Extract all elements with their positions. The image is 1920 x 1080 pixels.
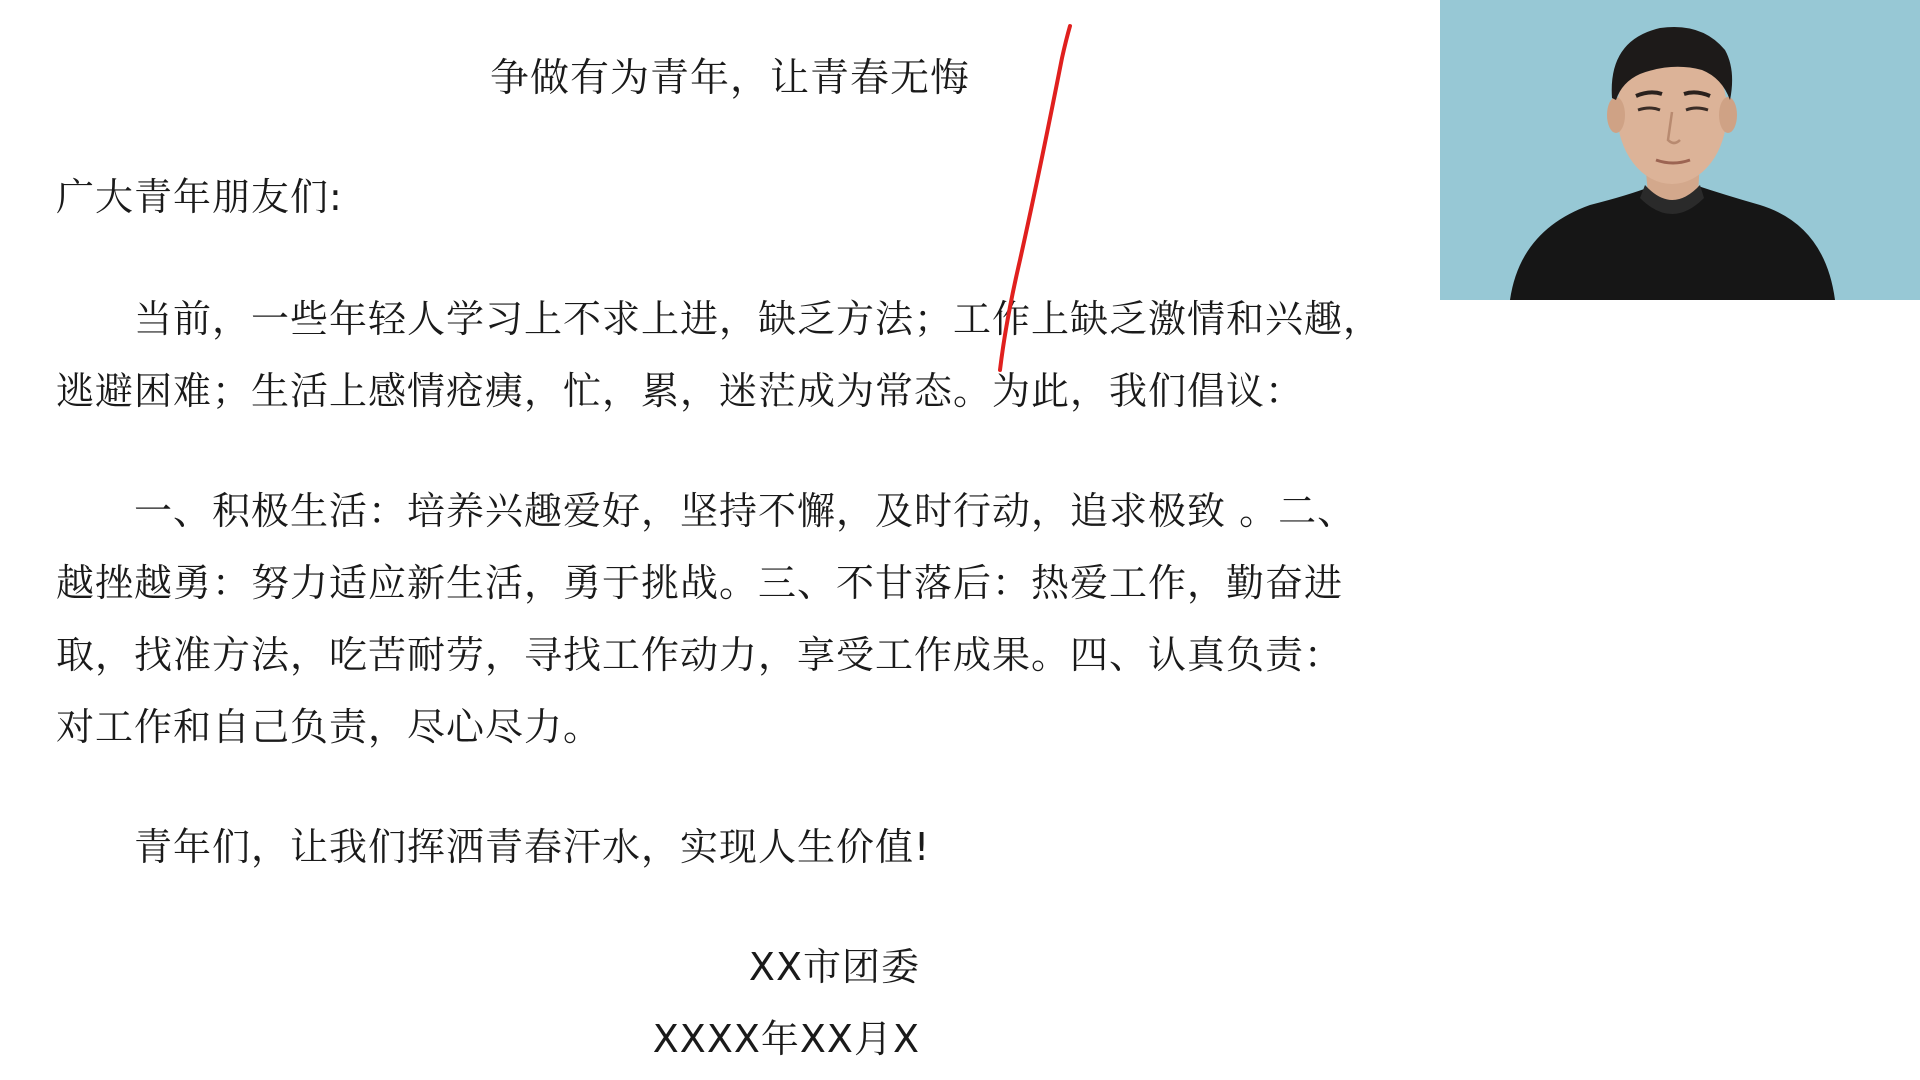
signature: XX市团委 (748, 945, 920, 989)
greeting: 广大青年朋友们: (56, 175, 343, 219)
closing-line: 青年们，让我们挥洒青春汗水，实现人生价值! (134, 825, 931, 869)
document-title: 争做有为青年，让青春无悔 (490, 56, 971, 101)
paragraph-1-line-2: 逃避困难；生活上感情疮痍，忙，累，迷茫成为常态。为此，我们倡议： (56, 369, 1305, 413)
paragraph-2-line-3: 取，找准方法，吃苦耐劳，寻找工作动力，享受工作成果。四、认真负责： (56, 633, 1344, 677)
paragraph-2-line-4: 对工作和自己负责，尽心尽力。 (56, 705, 603, 749)
paragraph-2-line-2: 越挫越勇：努力适应新生活，勇于挑战。三、不甘落后：热爱工作，勤奋进 (56, 561, 1344, 605)
paragraph-1-line-1: 当前，一些年轻人学习上不求上进，缺乏方法；工作上缺乏激情和兴趣， (134, 297, 1383, 341)
webcam-overlay (1440, 0, 1920, 300)
date-line: XXXX年XX月X (652, 1017, 920, 1061)
presenter-video (1440, 0, 1920, 300)
paragraph-2-line-1: 一、积极生活：培养兴趣爱好，坚持不懈，及时行动，追求极致 。二、 (134, 489, 1357, 533)
